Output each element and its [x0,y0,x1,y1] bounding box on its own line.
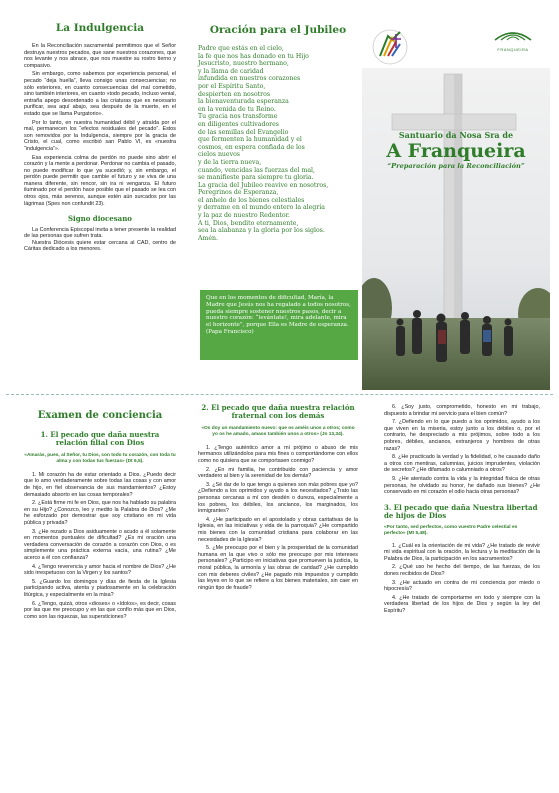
oracion-line: Tu gracia nos transforme [198,113,278,121]
signo-title: Signo diocesano [68,214,132,224]
cover-title-block [362,130,550,170]
jubilee-logo-icon [366,26,414,68]
franqueira-logo-icon [493,28,533,42]
cover-logo-left [366,26,414,68]
examen-column-2 [198,404,358,593]
indulgencia-paragraph: Esa experiencia colma de perdón no puede sino abrir el corazón y la mente a perdonar. Perdonar no cambia el pasado, no puede modificar lo que ya sucedió; y, sin embargo, el perdón puede permitir que cambie el futuro y se viva de una manera diferente, sin rencor, sin ira ni venganza. El futuro iluminado por el perdón hace posible que el pasado se lea con otros ojos, más serenos, aunque estén aún surcados por las lágrimas (Spes non confundit 23). [24,154,176,207]
examen-question: 3. ¿He rezado a Dios asiduamente o acudo a él solamente en momentos puntuales de dificultad? ¿Es mi oración una verdadera conversación de corazón a corazón con Dios, o es simplemente una práctica externa vacía, una rutina? ¿Me acerco a él con confianza? [24,528,176,561]
indulgencia-title: La Indulgencia [55,22,145,34]
examen-question: 4. ¿He participado en el apostolado y obras caritativas de la Iglesia, en las iniciativas y vida de la parroquia? ¿He compartido mis bienes con la comunidad cristiana para colaborar en las necesidades de la Iglesia? [198,516,358,543]
francisco-quote-text: Que en los momentos de dificultad, María, la Madre que Jesús nos ha regalado a todos nosotros, pueda siempre sostener nuestros pasos, decir a nuestro corazón: “levántate!, mira adelante, mira el horizonte”, porque Ella es Madre de esperanza. (Papa Francisco) [206,295,351,335]
oracion-line: A ti, Dios, bendito eternamente, [198,219,299,227]
oracion-line: despierten en nosotros [198,90,271,98]
section-1-quote: «Amarás, pues, al Señor, tu Dios, con todo tu corazón, con toda tu alma y con todas tus fuerzas» (Dt 6,5). [24,452,176,464]
cover-pre-title: Santuario da Nosa Sra de [398,130,514,140]
oracion-line: que fermenten la humanidad y el [198,136,302,144]
section-3-items [384,543,540,615]
section-2-items [198,445,358,591]
oracion-line: y derrame en el mundo entero la alegría [198,204,325,212]
examen-question: 1. ¿Tengo auténtico amor a mi prójimo o abuso de mis hermanos utilizándolos para mis fines o comportándome con ellos como no quisiera que se comportasen conmigo? [198,444,358,464]
oracion-line: cosmos, en espera confiada de los [198,143,305,151]
oracion-line: sea la alabanza y la gloria por los siglos. [198,227,325,235]
section-2-items-continued [384,404,540,496]
examen-column-1 [24,410,176,622]
francisco-quote-box [200,290,358,360]
cross-photo [362,68,550,390]
oracion-line: la bienaventurada esperanza [198,98,289,106]
indulgencia-paragraph: Sin embargo, como sabemos por experiencia personal, el pecado “deja huella”, lleva consigo unas consecuencias; no sólo exteriores, en cuanto consecuencias del mal cometido, sino también interiores, en cuanto «todo pecado, incluso venial, entraña apego desordenado a las criaturas que es necesario purificar, sea aquí abajo, sea después de la muerte, en el estado que se llama Purgatorio». [24,71,176,117]
franqueira-logo-text: FRANQUEIRA [497,47,529,52]
examen-question: 2. ¿Qué uso he hecho del tiempo, de las fuerzas, de los dones recibidos de Dios? [384,564,540,577]
oracion-line: el anhelo de los bienes celestiales [198,196,305,204]
examen-question: 4. ¿He tratado de comportarme en todo y siempre con la verdadera libertad de los hijos de Dios y según la ley del Espíritu? [384,594,540,614]
oracion-line: de las semillas del Evangelio [198,128,289,136]
examen-question: 6. ¿Tengo, quizá, otros «dioses» o «ídolos», es decir, cosas por las que me preocupo y en las que confío más que en Dios, como son las riquezas, las supersticiones? [24,600,176,620]
examen-question: 3. ¿Sé dar de lo que tengo a quienes son más pobres que yo? ¿Defiendo a los oprimidos y ayudo a los necesitados? ¿Trato las personas cercanas a mí con desdén o dureza, especialmente a los pobres, los débiles, los ancianos, los marginados, los inmigrantes? [198,481,358,515]
examen-question: 1. Mi corazón ha de estar orientado a Dios. ¿Puedo decir que lo amo verdaderamente sobre todas las cosas y con amor de hijo, en fiel observancia de sus mandamientos? ¿Estoy demasiado absorto en las cosas temporales? [24,471,176,498]
oracion-line: La gracia del Jubileo reavive en nosotros, [198,181,329,189]
oracion-line: y la llama de caridad [198,67,264,75]
examen-question: 5. ¿Me preocupo por el bien y la prosperidad de la comunidad humana en la que vivo o sólo me preocupo por mis intereses personales? ¿Participo en iniciativas que promueven la justicia, la moral pública, la armonía y las obras de caridad? ¿He cumplido con mis deberes civiles? ¿He pagado mis impuestos y cumplido las leyes en lo que se refiere a los bienes materiales, sin caer en ningún tipo de fraude? [198,545,358,591]
section-3-quote: «Por tanto, sed perfectos, como vuestro Padre celestial es perfecto» (Mt 5,48). [384,524,518,536]
examen-question: 1. ¿Cuál es la orientación de mi vida? ¿He tratado de revivir mi vida espiritual con la oración, la lectura y la meditación de la Palabra de Dios, la participación en los sacramentos? [384,542,540,562]
cover-title: A Franqueira [386,140,526,162]
oracion-line: Jesucristo, nuestro hermano, [198,60,289,68]
examen-question: 5. ¿Guardo los domingos y días de fiesta de la Iglesia participando activa, atenta y piadosamente en la celebración litúrgica, y especialmente en la misa? [24,578,176,598]
oracion-line: la fe que nos has donado en tu Hijo [198,52,309,60]
examen-question: 6. ¿Soy justo, comprometido, honesto en mi trabajo, dispuesto a brindar mi servicio para el bien común? [384,404,540,417]
cover-logo-right [482,28,544,58]
examen-question: 4. ¿Tengo reverencia y amor hacia el nombre de Dios? ¿He sido irrespetuoso con la Virgen y los santos? [24,563,176,577]
examen-title: Examen de conciencia [37,410,163,421]
section-1-title: 1. El pecado que daña nuestra relación filial con Dios [40,430,160,448]
indulgencia-paragraph: En la Reconciliación sacramental permitimos que el Señor destruya nuestros pecados, que sane nuestros corazones, que nos levante y nos abrace, que nos muestre su rostro tierno y compasivo. [24,43,176,69]
signo-paragraph: Nuestra Diócesis quiere estar cercana al CAD, centro de Cáritas dedicado a los menores. [24,239,176,253]
oracion-line: en la venida de tu Reino. [198,105,276,113]
oracion-column [198,24,358,242]
oracion-line: infundida en nuestros corazones [198,75,301,83]
oracion-line: se manifieste para siempre tu gloria. [198,174,314,182]
oracion-line: cuando, vencidas las fuerzas del mal, [198,166,315,174]
examen-question: 2. ¿En mi familia, he contribuido con paciencia y amor verdadero al bien y la serenidad de los demás? [198,466,358,480]
cover-panel [362,22,550,390]
oracion-line: en diligentes cultivadores [198,120,279,128]
signo-paragraph: La Conferencia Episcopal invita a tener presente la realidad de las personas que sufren trata. [24,226,176,240]
section-2-quote: «Os doy un mandamiento nuevo: que os améis unos a otros; como yo os he amado, amaos también unos a otros» (Jn 13,34). [201,425,355,437]
oracion-line: y de la tierra nueva, [198,158,262,166]
oracion-line: Peregrinos de Esperanza, [198,189,279,197]
oracion-line: Amén. [198,234,218,242]
oracion-text [198,45,358,242]
section-2-title: 2. El pecado que daña nuestra relación fraternal con los demás [201,403,355,421]
examen-question: 8. ¿He practicado la verdad y la fidelidad, o he causado daño a otros con mentiras, calumnias, juicios imprudentes, violación de secretos? ¿He difamado o calumniado a otros? [384,454,540,474]
cross-photo-image [362,68,550,390]
oracion-line: Padre que estás en el cielo, [198,45,284,52]
examen-question: 3. ¿He actuado en contra de mi conciencia por miedo o hipocresía? [384,579,540,593]
section-1-items [24,472,176,620]
oracion-title: Oración para el Jubileo [209,24,347,36]
oracion-line: y la paz de nuestro Redentor. [198,212,290,220]
examen-question: 7. ¿Defiendo en lo que puedo a los oprimidos, ayudo a los que viven en la miseria, estoy junto a los débiles o, por el contrario, he despreciado a mis prójimos, sobre todo a los pobres, débiles, ancianos, extranjeros y hombres de otras razas? [384,419,540,452]
examen-question: 2. ¿Está firme mi fe en Dios, que nos ha hablado su palabra en su Hijo? ¿Conozco, leo y medito la Palabra de Dios? ¿Me he esforzado por demostrar que soy cristiano en mi vida pública y privada? [24,500,176,526]
fold-divider [6,394,553,395]
examen-column-3 [384,404,540,616]
oracion-line: cielos nuevos [198,151,240,159]
section-3-title: 3. El pecado que daña Nuestra libertad de hijos de Dios [384,502,538,521]
indulgencia-column [24,22,176,253]
oracion-line: por el Espíritu Santo, [198,82,266,90]
cover-subtitle: “Preparación para la Reconciliación” [387,162,525,170]
examen-question: 9. ¿He atentado contra la vida y la integridad física de otras personas, he olvidado su honor, he dañado sus bienes? ¿He conservado en mi corazón el odio hacia otras personas? [384,475,540,496]
indulgencia-paragraph: Por lo tanto, en nuestra humanidad débil y atraída por el mal, permanecen los “efectos residuales del pecado”. Estos son removidos por la Indulgencia, siempre por la gracia de Cristo, el cual, como escribió san Pablo VI, es «nuestra “indulgencia”». [24,119,176,152]
